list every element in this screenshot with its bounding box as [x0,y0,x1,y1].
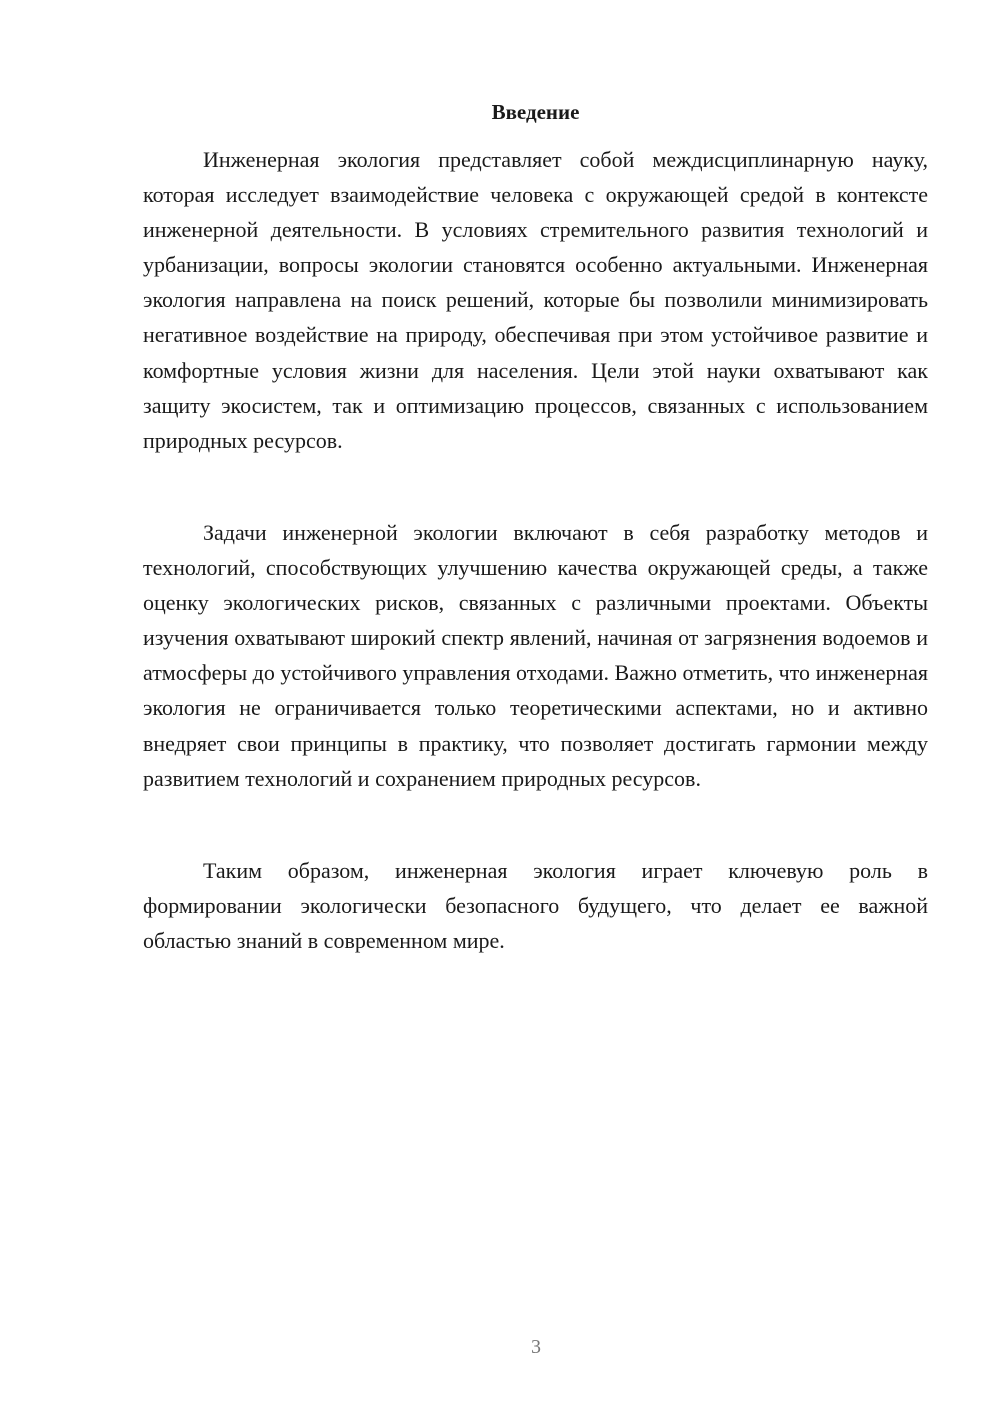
paragraph-text: Таким образом, инженерная экология играет ключевую роль в формировании экологически безопасного будущего, что делает ее важной областью знаний в современном мире. [143,858,928,954]
paragraph-1 [143,142,928,458]
paragraph-3 [143,853,928,958]
section-heading: Введение [491,100,580,124]
paragraph-2 [143,515,928,796]
paragraph-text: Инженерная экология представляет собой междисциплинарную науку, которая исследует взаимодействие человека с окружающей средой в контексте инженерной деятельности. В условиях стремительного развития технологий и урбанизации, вопросы экологии становятся особенно актуальными. Инженерная экология направлена на поиск решений, которые бы позволили минимизировать негативное воздействие на природу, обеспечивая при этом устойчивое развитие и комфортные условия жизни для населения. Цели этой науки охватывают как защиту экосистем, так и оптимизацию процессов, связанных с использованием природных ресурсов. [143,147,928,453]
paragraph-text: Задачи инженерной экологии включают в себя разработку методов и технологий, способствующих улучшению качества окружающей среды, а также оценку экологических рисков, связанных с различными проектами. Объекты изучения охватывают широкий спектр явлений, начиная от загрязнения водоемов и атмосферы до устойчивого управления отходами. Важно отметить, что инженерная экология не ограничивается только теоретическими аспектами, но и активно внедряет свои принципы в практику, что позволяет достигать гармонии между развитием технологий и сохранением природных ресурсов. [143,520,928,791]
page-number: 3 [531,1336,541,1358]
